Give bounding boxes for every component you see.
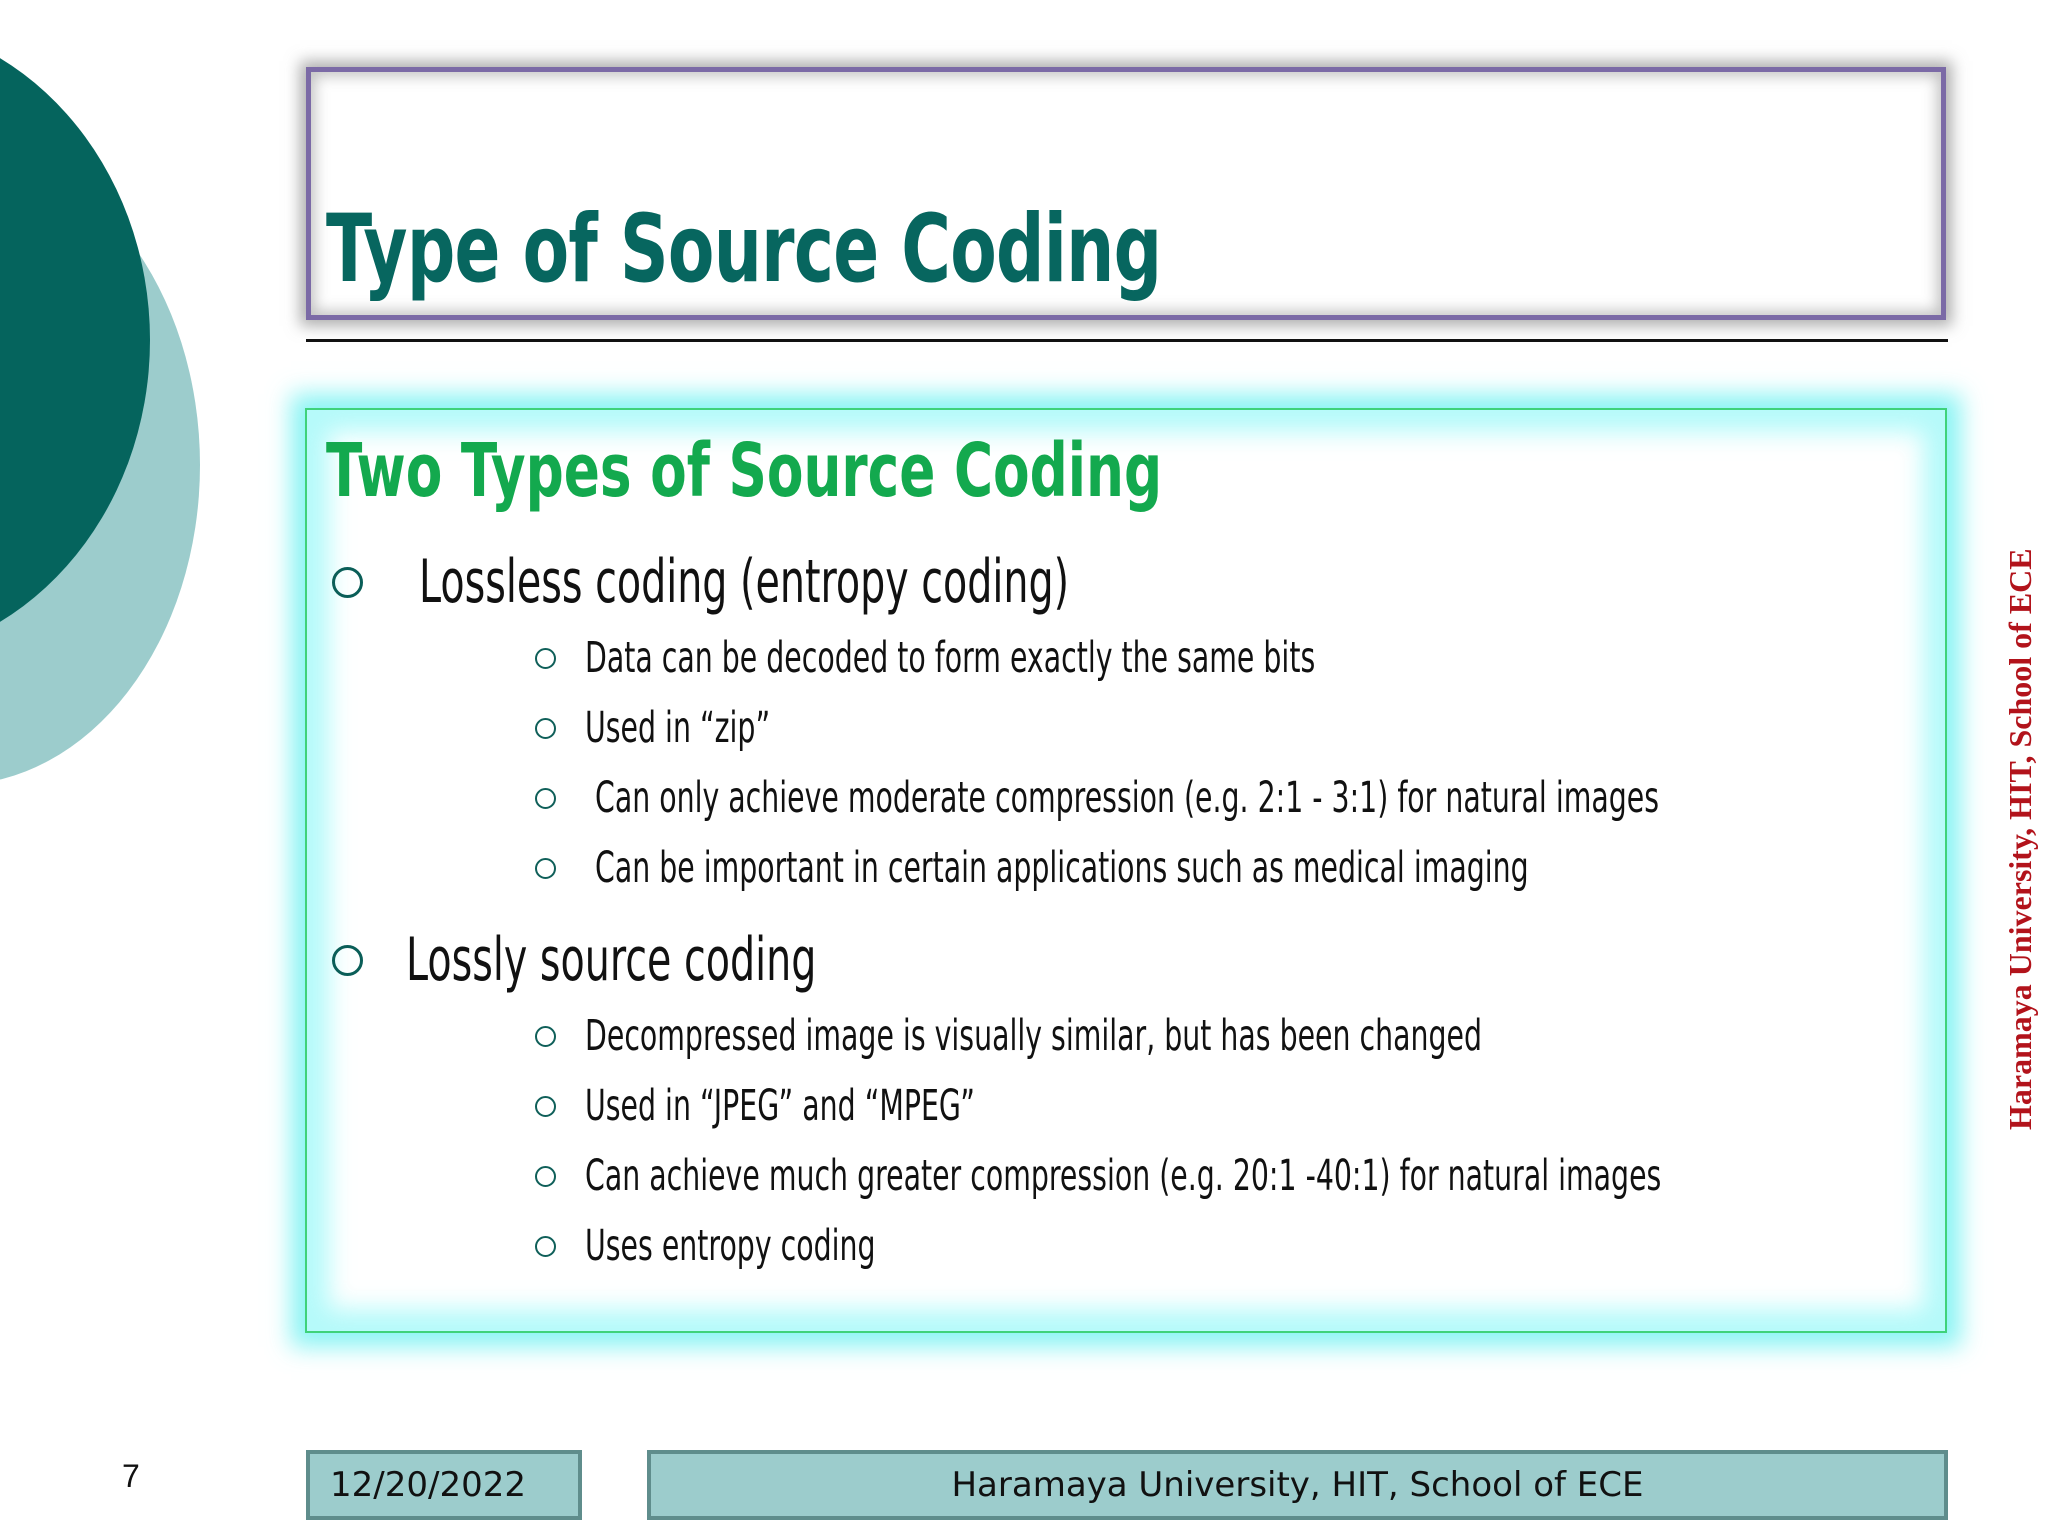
circle-bullet-icon xyxy=(332,945,363,976)
side-institution-label: Haramaya University, HIT, School of ECE xyxy=(2002,548,2038,1130)
sub-bullet xyxy=(535,1010,1482,1062)
sub-bullet-text: Can achieve much greater compression (e.g. 20:1 -40:1) for natural images xyxy=(585,1151,1662,1201)
sub-bullet-text: Data can be decoded to form exactly the same bits xyxy=(585,633,1316,683)
sub-bullet-text: Can be important in certain applications such as medical imaging xyxy=(595,843,1529,893)
footer-date-text: 12/20/2022 xyxy=(330,1465,526,1505)
sub-bullet xyxy=(535,702,771,754)
bullet-text: Lossless coding (entropy coding) xyxy=(419,547,1070,617)
sub-bullet-text: Can only achieve moderate compression (e.g. 2:1 - 3:1) for natural images xyxy=(595,773,1660,823)
bullet-lossless xyxy=(332,547,1070,617)
circle-bullet-icon xyxy=(535,648,556,669)
sub-bullet-text: Decompressed image is visually similar, but has been changed xyxy=(585,1011,1482,1061)
circle-bullet-icon xyxy=(535,1096,556,1117)
sub-bullet xyxy=(535,1150,1662,1202)
sub-bullet-text: Used in “JPEG” and “MPEG” xyxy=(585,1081,976,1131)
circle-bullet-icon xyxy=(535,858,556,879)
slide-title: Type of Source Coding xyxy=(326,195,1162,304)
sub-bullet xyxy=(535,632,1316,684)
circle-bullet-icon xyxy=(535,1166,556,1187)
circle-bullet-icon xyxy=(535,788,556,809)
sub-bullet xyxy=(535,772,1660,824)
footer-date xyxy=(306,1450,582,1520)
sub-bullet-text: Uses entropy coding xyxy=(585,1221,876,1271)
circle-bullet-icon xyxy=(535,718,556,739)
slide-number: 7 xyxy=(122,1458,140,1494)
sub-bullet xyxy=(535,842,1529,894)
footer-organization xyxy=(647,1450,1948,1520)
circle-bullet-icon xyxy=(535,1236,556,1257)
bullet-text: Lossly source coding xyxy=(406,925,817,995)
sub-bullet-text: Used in “zip” xyxy=(585,703,771,753)
title-divider xyxy=(306,339,1948,342)
circle-bullet-icon xyxy=(332,567,363,598)
sub-bullet xyxy=(535,1080,976,1132)
footer-organization-text: Haramaya University, HIT, School of ECE xyxy=(951,1465,1644,1505)
sub-bullet xyxy=(535,1220,876,1272)
slide-subtitle: Two Types of Source Coding xyxy=(326,428,1163,514)
bullet-lossy xyxy=(332,925,817,995)
circle-bullet-icon xyxy=(535,1026,556,1047)
